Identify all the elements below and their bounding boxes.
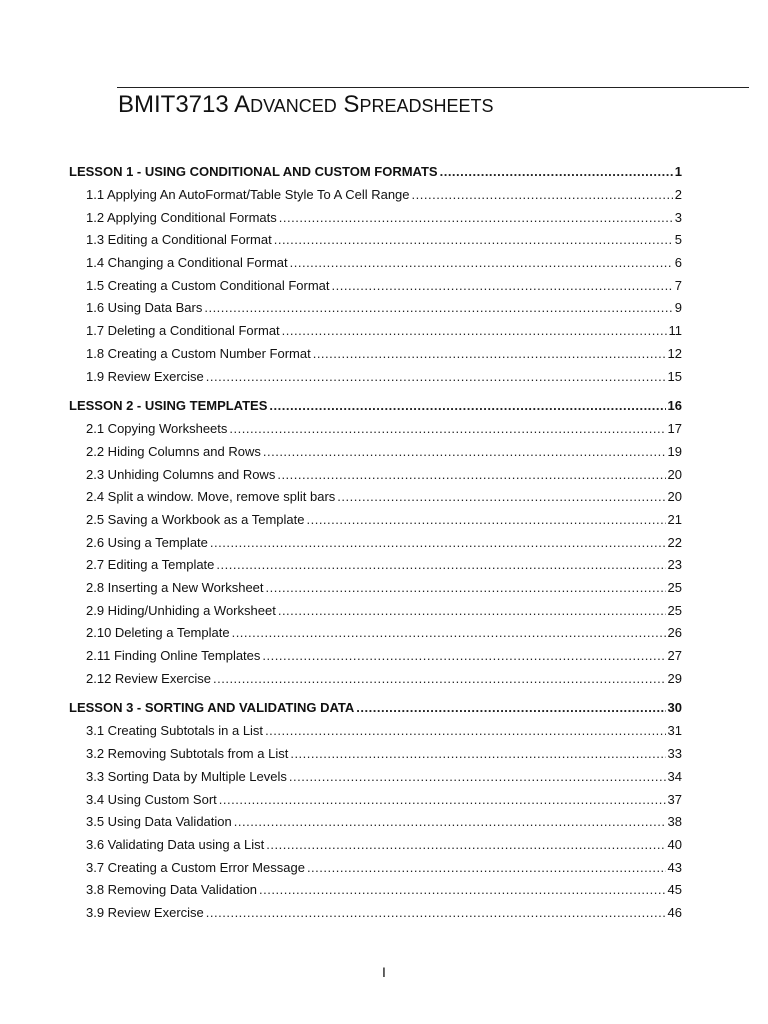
dot-leader <box>306 509 665 532</box>
toc-item[interactable] <box>69 418 682 441</box>
toc-item-label: 1.1 Applying An AutoFormat/Table Style To A Cell Range <box>86 187 410 202</box>
dot-leader <box>219 789 666 812</box>
toc-item[interactable] <box>69 857 682 880</box>
toc-item-page: 43 <box>667 859 682 875</box>
toc-item-label: 1.9 Review Exercise <box>86 368 204 384</box>
dot-leader <box>206 366 666 389</box>
toc-item[interactable] <box>69 668 682 691</box>
dot-leader <box>204 297 672 320</box>
toc-item-label: 2.6 Using a Template <box>86 534 208 550</box>
dot-leader <box>277 464 665 487</box>
toc-item[interactable] <box>69 811 682 834</box>
toc-item-page: 9 <box>674 300 682 316</box>
dot-leader <box>262 645 665 668</box>
toc-item-page: 21 <box>667 511 682 527</box>
toc-heading-label: LESSON 2 - USING TEMPLATES <box>69 398 268 414</box>
toc-item-label: 2.9 Hiding/Unhiding a Worksheet <box>86 602 276 618</box>
toc-item-label: 3.2 Removing Subtotals from a List <box>86 746 289 762</box>
dot-leader <box>232 622 666 645</box>
toc-item[interactable] <box>69 252 682 275</box>
page-number: I <box>382 964 386 980</box>
dot-leader <box>289 766 666 789</box>
toc-item-label: 2.12 Review Exercise <box>86 670 211 686</box>
dot-leader <box>216 554 665 577</box>
toc-heading-page: 30 <box>667 700 682 716</box>
dot-leader <box>412 184 673 207</box>
title-part-4: PREADSHEETS <box>359 96 494 116</box>
title-part-1: BMIT3713 A <box>118 91 251 118</box>
toc-item-page: 33 <box>667 746 682 762</box>
toc-item-page: 29 <box>667 670 682 686</box>
toc-item-page: 15 <box>667 368 682 384</box>
toc-item-page: 2 <box>674 187 682 202</box>
toc-item-page: 38 <box>667 814 682 830</box>
toc-item[interactable] <box>69 600 682 623</box>
toc-item-label: 1.8 Creating a Custom Number Format <box>86 345 311 361</box>
toc-item-label: 3.5 Using Data Validation <box>86 814 232 830</box>
toc-item-page: 12 <box>667 345 682 361</box>
toc-item-page: 25 <box>667 602 682 618</box>
toc-item[interactable] <box>69 577 682 600</box>
toc-item-page: 34 <box>667 768 682 784</box>
toc-item-label: 3.7 Creating a Custom Error Message <box>86 859 305 875</box>
toc-item-page: 22 <box>667 534 682 550</box>
toc-item-page: 25 <box>667 580 682 595</box>
toc-item-label: 1.4 Changing a Conditional Format <box>86 255 288 271</box>
dot-leader <box>269 394 665 418</box>
title-part-2: DVANCED <box>250 96 337 116</box>
dot-leader <box>279 207 673 230</box>
toc-heading[interactable] <box>69 696 682 720</box>
toc-item-label: 2.11 Finding Online Templates <box>86 648 261 664</box>
dot-leader <box>290 743 665 766</box>
toc-item-label: 3.8 Removing Data Validation <box>86 882 258 898</box>
toc-item-label: 1.5 Creating a Custom Conditional Format <box>86 277 330 293</box>
toc-lesson-1 <box>69 160 682 388</box>
toc-item-page: 6 <box>674 255 682 271</box>
toc-item-page: 37 <box>667 791 682 807</box>
toc-item-page: 19 <box>667 443 682 459</box>
toc-item-page: 27 <box>667 648 682 664</box>
toc-item-label: 3.4 Using Custom Sort <box>86 791 217 807</box>
toc-item[interactable] <box>69 297 682 320</box>
dot-leader <box>263 441 666 464</box>
toc-item[interactable] <box>69 320 682 343</box>
toc-item-label: 1.7 Deleting a Conditional Format <box>86 323 280 339</box>
dot-leader <box>213 668 666 691</box>
toc-item-page: 46 <box>667 904 682 920</box>
toc-lesson-2 <box>69 394 682 690</box>
toc-item[interactable] <box>69 902 682 925</box>
toc-item-label: 2.5 Saving a Workbook as a Template <box>86 511 305 527</box>
title-part-3: S <box>336 91 360 118</box>
toc-item[interactable] <box>69 464 682 487</box>
toc-heading-label: LESSON 1 - USING CONDITIONAL AND CUSTOM FORMATS <box>69 164 438 179</box>
toc-lesson-3 <box>69 696 682 924</box>
toc-item[interactable] <box>69 622 682 645</box>
dot-leader <box>265 720 665 743</box>
toc-item-page: 20 <box>667 466 682 482</box>
toc-item[interactable] <box>69 509 682 532</box>
dot-leader <box>332 275 673 298</box>
toc-item-label: 2.3 Unhiding Columns and Rows <box>86 466 276 482</box>
toc-heading-page: 1 <box>674 164 682 179</box>
toc-heading-page: 16 <box>667 398 682 414</box>
toc-item-label: 1.6 Using Data Bars <box>86 300 203 316</box>
toc-item[interactable] <box>69 789 682 812</box>
dot-leader <box>259 879 666 902</box>
dot-leader <box>274 229 673 252</box>
dot-leader <box>337 486 665 509</box>
dot-leader <box>266 577 666 600</box>
toc-item[interactable] <box>69 879 682 902</box>
toc-item-label: 1.2 Applying Conditional Formats <box>86 209 277 225</box>
toc-item[interactable] <box>69 834 682 857</box>
toc-item[interactable] <box>69 486 682 509</box>
toc-heading[interactable] <box>69 394 682 418</box>
toc-item-label: 2.10 Deleting a Template <box>86 625 230 641</box>
toc-item-label: 1.3 Editing a Conditional Format <box>86 232 272 248</box>
toc-item-page: 31 <box>667 723 682 739</box>
toc-item[interactable] <box>69 207 682 230</box>
toc-item-label: 2.8 Inserting a New Worksheet <box>86 580 264 595</box>
toc-item-page: 20 <box>667 489 682 505</box>
toc-item[interactable] <box>69 343 682 366</box>
toc-heading-label: LESSON 3 - SORTING AND VALIDATING DATA <box>69 700 355 716</box>
dot-leader <box>229 418 665 441</box>
dot-leader <box>282 320 667 343</box>
toc-item[interactable] <box>69 229 682 252</box>
dot-leader <box>210 532 666 555</box>
dot-leader <box>266 834 665 857</box>
dot-leader <box>234 811 666 834</box>
toc-item[interactable] <box>69 720 682 743</box>
dot-leader <box>356 696 665 720</box>
toc-item[interactable] <box>69 275 682 298</box>
toc-item-page: 26 <box>667 625 682 641</box>
toc-item[interactable] <box>69 366 682 389</box>
dot-leader <box>307 857 666 880</box>
toc-item[interactable] <box>69 766 682 789</box>
toc-item[interactable] <box>69 441 682 464</box>
toc-item-page: 17 <box>667 421 682 437</box>
toc-item-label: 2.7 Editing a Template <box>86 557 215 573</box>
toc-item[interactable] <box>69 532 682 555</box>
dot-leader <box>313 343 666 366</box>
toc-item-page: 3 <box>674 209 682 225</box>
toc-item-page: 45 <box>667 882 682 898</box>
toc-item-label: 3.3 Sorting Data by Multiple Levels <box>86 768 287 784</box>
toc-item-page: 11 <box>668 323 682 339</box>
toc-item-page: 23 <box>667 557 682 573</box>
toc-item-page: 7 <box>674 277 682 293</box>
dot-leader <box>440 160 673 184</box>
document-title <box>118 88 494 122</box>
dot-leader <box>206 902 666 925</box>
toc-item-page: 5 <box>674 232 682 248</box>
table-of-contents <box>69 160 682 925</box>
toc-item[interactable] <box>69 554 682 577</box>
toc-item-label: 2.1 Copying Worksheets <box>86 421 228 437</box>
dot-leader <box>290 252 673 275</box>
toc-item-label: 3.9 Review Exercise <box>86 904 204 920</box>
toc-item[interactable] <box>69 645 682 668</box>
toc-item-label: 3.1 Creating Subtotals in a List <box>86 723 264 739</box>
toc-item[interactable] <box>69 184 682 207</box>
toc-item-page: 40 <box>667 836 682 852</box>
toc-item-label: 2.4 Split a window. Move, remove split bars <box>86 489 336 505</box>
toc-heading[interactable] <box>69 160 682 184</box>
toc-item[interactable] <box>69 743 682 766</box>
dot-leader <box>278 600 666 623</box>
toc-item-label: 2.2 Hiding Columns and Rows <box>86 443 261 459</box>
toc-item-label: 3.6 Validating Data using a List <box>86 836 265 852</box>
